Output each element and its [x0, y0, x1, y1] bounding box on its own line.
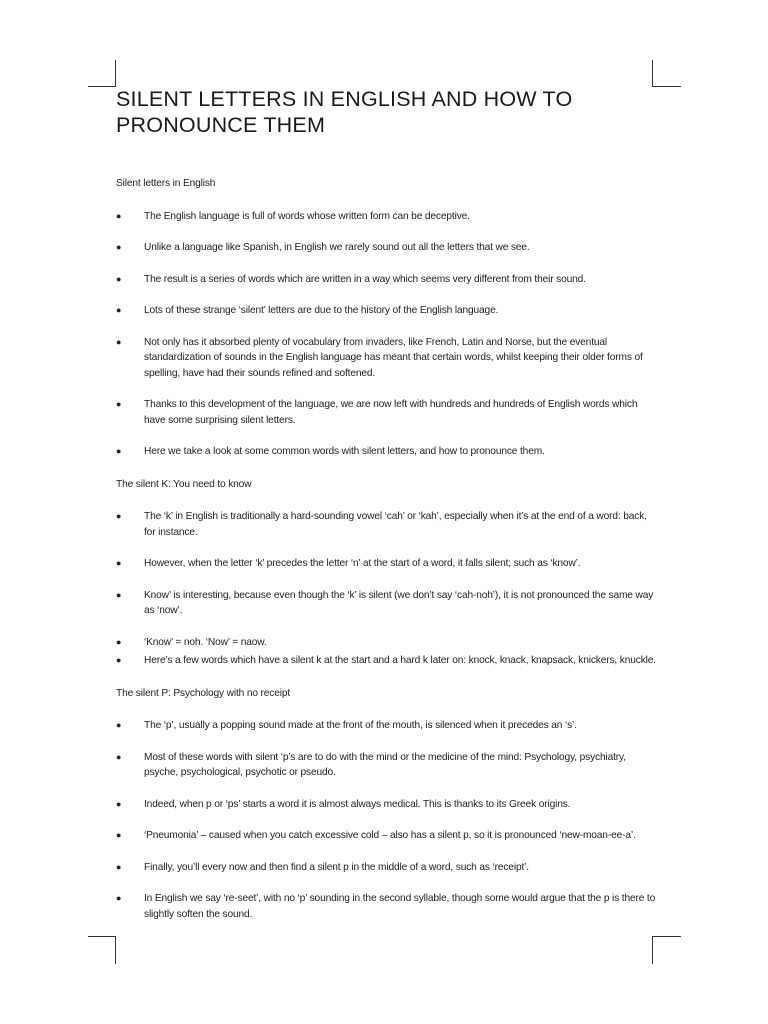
bullet-list: [116, 209, 656, 460]
bullet-icon: ●: [116, 446, 122, 456]
page-title: SILENT LETTERS IN ENGLISH AND HOW TO PRONOUNCE THEM: [116, 87, 573, 137]
list-item-text: Indeed, when p or ‘ps’ starts a word it is almost always medical. This is thanks to its Greek origins.: [144, 798, 571, 810]
crop-mark-top-left: [88, 86, 116, 87]
list-item-text: ‘Pneumonia’ – caused when you catch excessive cold – also has a silent p, so it is pronounced ‘new-moan-ee-a’.: [144, 830, 636, 841]
list-item: [116, 797, 656, 813]
list-item: [116, 718, 656, 734]
bullet-list: [116, 718, 656, 922]
bullet-icon: ●: [116, 861, 122, 872]
bullet-icon: ●: [116, 751, 122, 762]
list-item-text: Most of these words with silent ‘p’s are to do with the mind or the medicine of the mind: Psychology, psychiatry, psyche, psychological, psychotic or pseudo.: [144, 751, 626, 778]
list-item: [116, 556, 656, 572]
list-item: [116, 303, 656, 319]
document-body: [116, 176, 656, 938]
crop-mark-bottom-left: [88, 936, 116, 937]
list-item: [116, 240, 656, 256]
bullet-icon: ●: [116, 273, 122, 284]
bullet-icon: ●: [116, 558, 122, 568]
list-item: [116, 635, 656, 651]
list-item: [116, 891, 656, 922]
bullet-icon: ●: [116, 305, 122, 315]
section-heading: The silent P: Psychology with no receipt: [116, 687, 291, 699]
list-item-text: Thanks to this development of the language, we are now left with hundreds and hundreds of English words which have some surprising silent letters.: [144, 399, 638, 426]
list-item-text: Here we take a look at some common words with silent letters, and how to pronounce them.: [144, 446, 545, 457]
bullet-icon: ●: [116, 511, 122, 521]
list-item-text: The result is a series of words which are written in a way which seems very different from their sound.: [144, 273, 586, 285]
bullet-icon: ●: [116, 636, 122, 647]
list-item-text: Not only has it absorbed plenty of vocabulary from invaders, like French, Latin and Norse, but the eventual standardization of sounds in the English language has meant that certain words, whilst keeping their older forms of spelling, have had their sounds refined and softened.: [144, 336, 643, 379]
crop-mark-bottom-right: [652, 936, 653, 964]
list-item-text: The English language is full of words whose written form can be deceptive.: [144, 210, 470, 222]
list-item: [116, 335, 656, 382]
list-item-text: Unlike a language like Spanish, in English we rarely sound out all the letters that we see.: [144, 242, 530, 253]
bullet-icon: ●: [116, 830, 122, 840]
list-item: [116, 444, 656, 460]
list-item: [116, 588, 656, 619]
list-item-text: The ‘p’, usually a popping sound made at the front of the mouth, is silenced when it precedes an ‘s’.: [144, 720, 577, 731]
bullet-icon: ●: [116, 336, 122, 347]
list-item-text: Lots of these strange ‘silent’ letters are due to the history of the English language.: [144, 305, 499, 316]
list-item-text: Here’s a few words which have a silent k at the start and a hard k later on: knock, knack, knapsack, knickers, knuckle.: [144, 655, 656, 666]
bullet-icon: ●: [116, 893, 122, 903]
bullet-icon: ●: [116, 655, 122, 665]
list-item: [116, 397, 656, 428]
list-item: [116, 750, 656, 781]
bullet-icon: ●: [116, 399, 122, 409]
section-heading: The silent K: You need to know: [116, 478, 252, 490]
list-item: [116, 653, 656, 669]
list-item: [116, 828, 656, 844]
bullet-icon: ●: [116, 242, 122, 252]
crop-mark-top-right: [652, 60, 653, 87]
bullet-icon: ●: [116, 720, 122, 730]
list-item: [116, 509, 656, 540]
list-item-text: Know’ is interesting, because even though the ‘k’ is silent (we don’t say ‘cah-noh’), it is not pronounced the same way as ‘now’.: [144, 589, 654, 616]
list-item-text: However, when the letter ‘k’ precedes the letter ‘n’ at the start of a word, it falls silent; such as ‘know’.: [144, 558, 581, 569]
bullet-icon: ●: [116, 589, 122, 600]
list-item: [116, 860, 656, 876]
list-item: [116, 272, 656, 288]
list-item-text: Finally, you’ll every now and then find a silent p in the middle of a word, such as ‘receipt’.: [144, 861, 529, 873]
crop-mark-top-left: [115, 60, 116, 87]
bullet-icon: ●: [116, 798, 122, 809]
crop-mark-bottom-left: [115, 936, 116, 964]
crop-mark-bottom-right: [652, 936, 681, 937]
bullet-icon: ●: [116, 210, 122, 221]
list-item-text: In English we say ‘re-seet’, with no ‘p’ sounding in the second syllable, though some would argue that the p is there to slightly soften the sound.: [144, 893, 656, 920]
bullet-list: [116, 509, 656, 669]
list-item-text: The ‘k’ in English is traditionally a hard-sounding vowel ‘cah’ or ‘kah’, especially when it’s at the end of a word: back, for instance.: [144, 511, 647, 538]
list-item: [116, 209, 656, 225]
list-item-text: ‘Know’ = noh. ‘Now’ = naow.: [144, 636, 267, 648]
section-heading: Silent letters in English: [116, 178, 216, 189]
